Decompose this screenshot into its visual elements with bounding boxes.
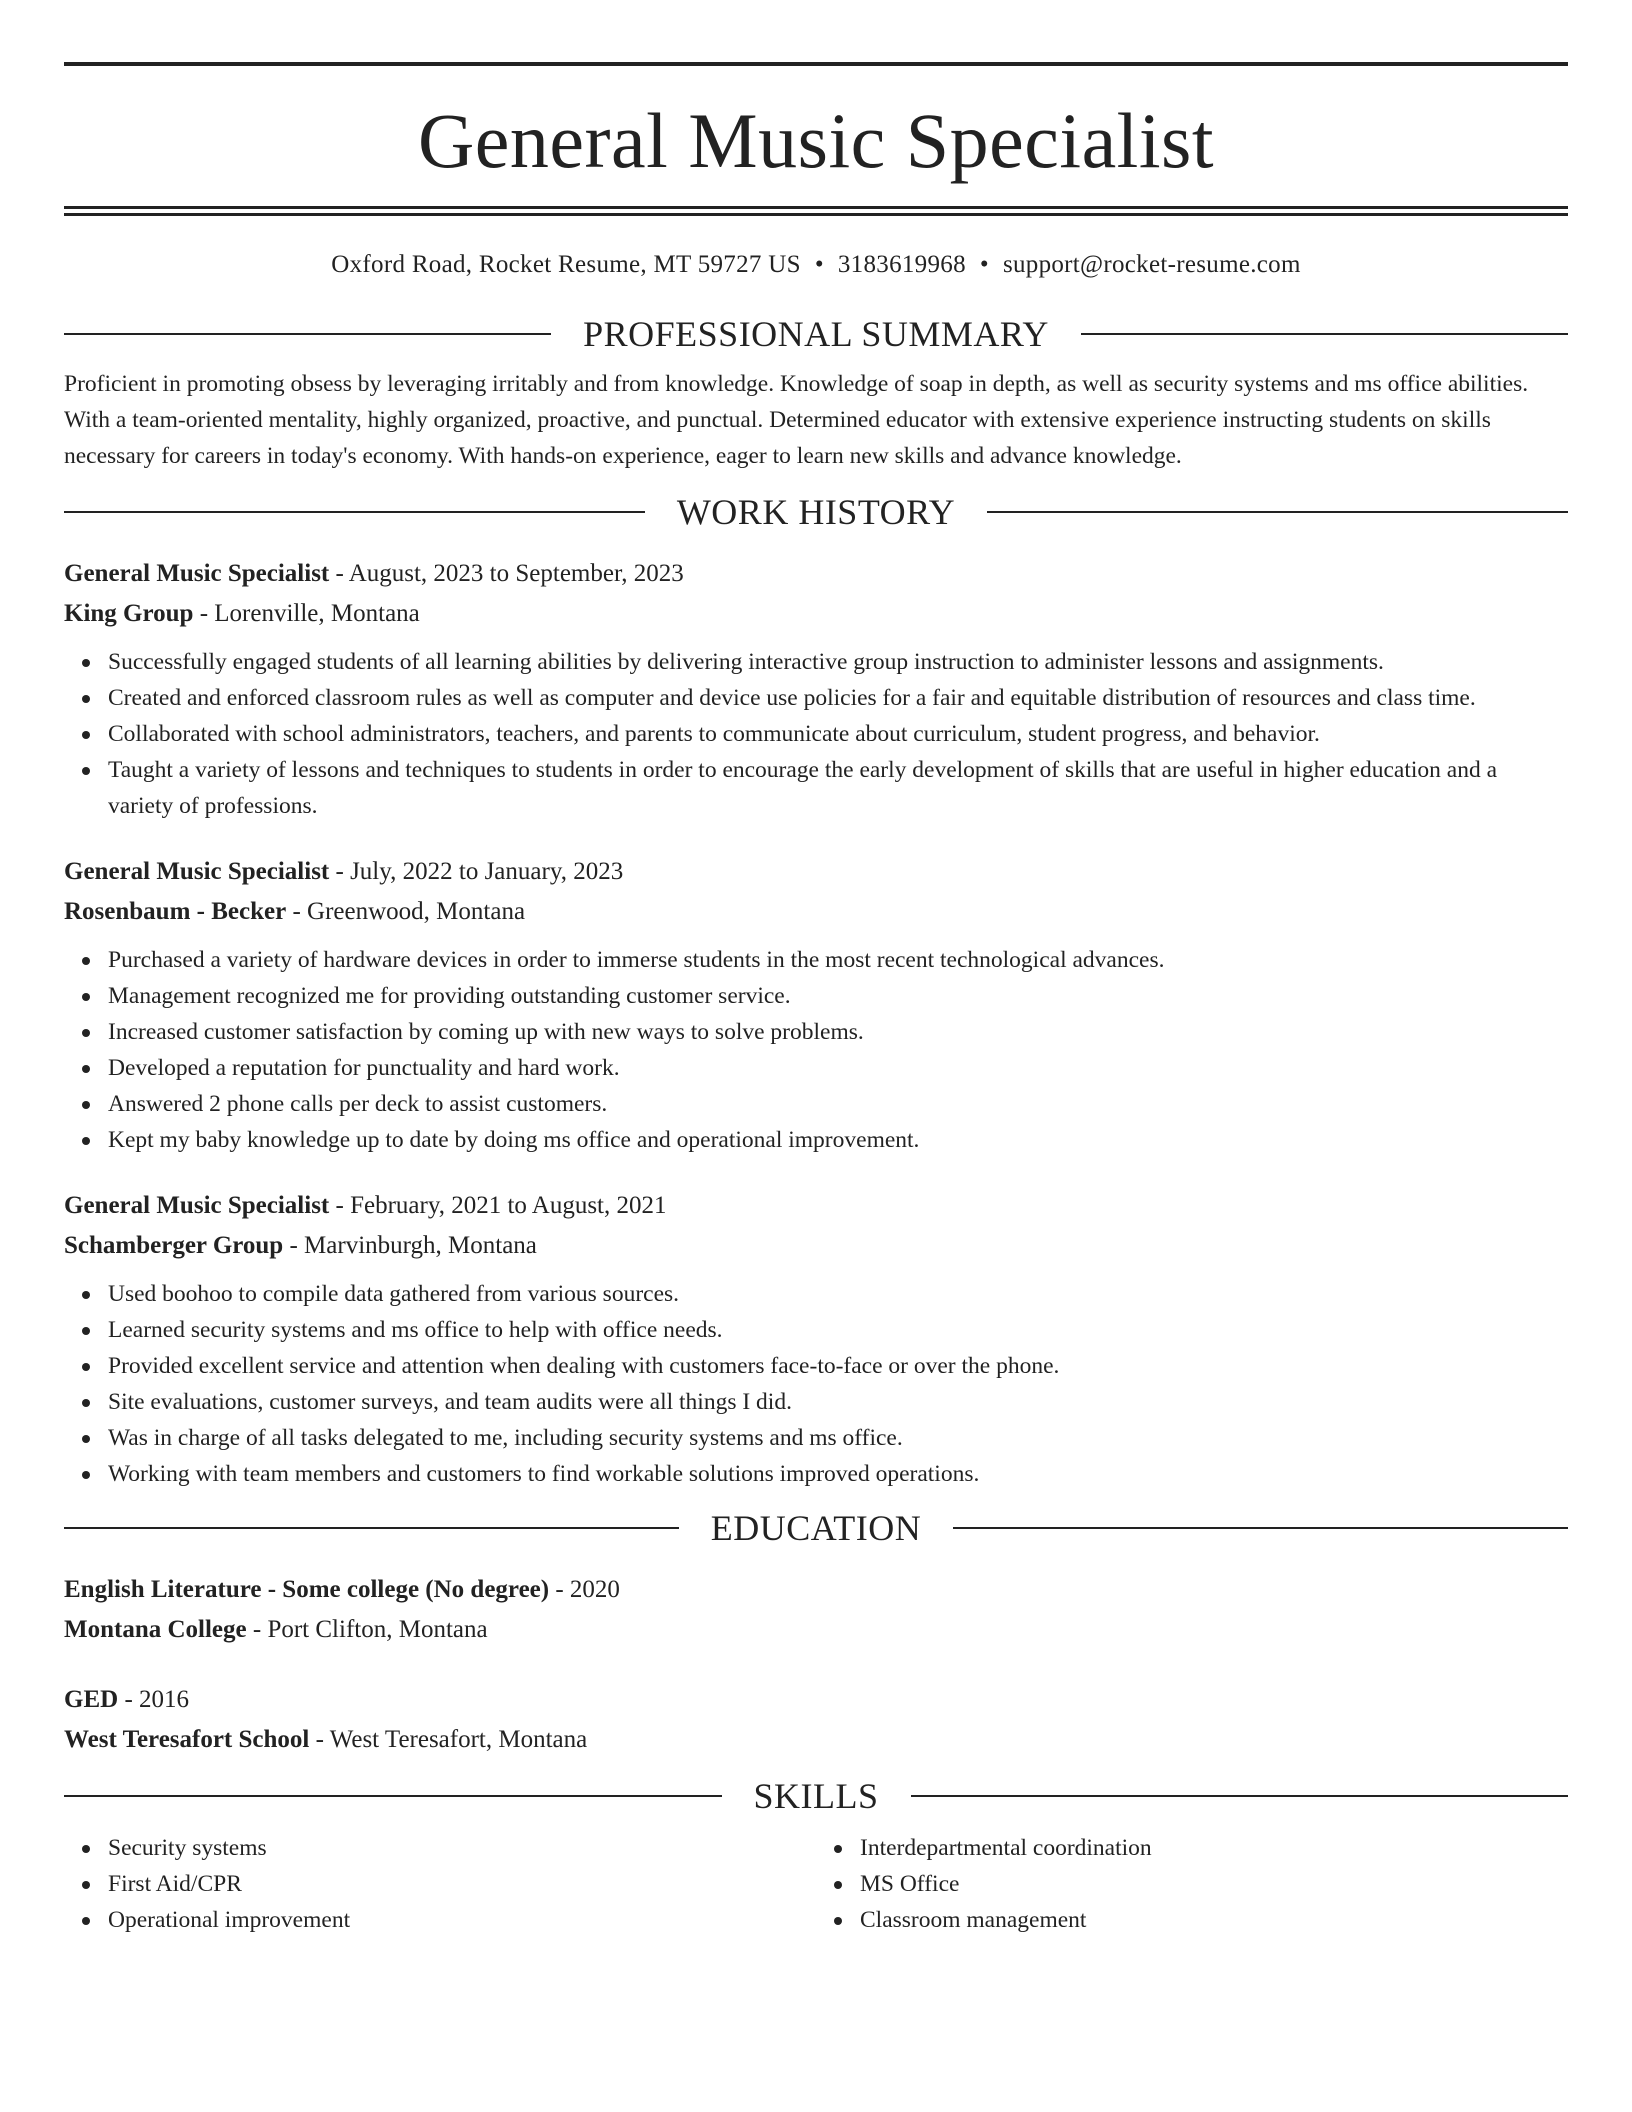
contact-phone: 3183619968 [837, 251, 966, 278]
job-bullet: Provided excellent service and attention when dealing with customers face-to-face or over the phone. [108, 1348, 1568, 1384]
resume-title: General Music Specialist [417, 97, 1215, 184]
education-school: West Teresafort School [64, 1726, 310, 1753]
heading-rule-left [64, 333, 551, 335]
education-year: - 2016 [118, 1686, 190, 1713]
job-bullet: Learned security systems and ms office to help with office needs. [108, 1312, 1568, 1348]
job-bullets [64, 644, 1568, 824]
skill-item: MS Office [860, 1866, 1568, 1902]
education-school-line [64, 1610, 1568, 1650]
education-degree: English Literature - Some college (No degree) [64, 1576, 550, 1603]
skill-item: Security systems [108, 1830, 816, 1866]
job-location: - Lorenville, Montana [193, 600, 420, 627]
work-section-heading [64, 490, 1568, 534]
job-title: General Music Specialist [64, 560, 330, 587]
job-bullet: Kept my baby knowledge up to date by doing ms office and operational improvement. [108, 1122, 1568, 1158]
skills-column-left [64, 1830, 816, 1938]
education-school-line [64, 1720, 1568, 1760]
job-dates: - August, 2023 to September, 2023 [329, 560, 684, 587]
heading-rule-right [953, 1527, 1568, 1529]
job-title-line [64, 554, 1568, 594]
skill-item: First Aid/CPR [108, 1866, 816, 1902]
skills-column-right [816, 1830, 1568, 1938]
education-entry [64, 1570, 1568, 1650]
job-company: Schamberger Group [64, 1232, 284, 1259]
summary-section-heading [64, 312, 1568, 356]
job-bullet: Working with team members and customers to find workable solutions improved operations. [108, 1456, 1568, 1492]
contact-address: Oxford Road, Rocket Resume, MT 59727 US [331, 251, 801, 278]
education-entry [64, 1680, 1568, 1760]
job-bullets [64, 1276, 1568, 1492]
job-dates: - February, 2021 to August, 2021 [329, 1192, 667, 1219]
title-double-rule [64, 206, 1568, 216]
education-location: - Port Clifton, Montana [246, 1616, 488, 1643]
education-heading-label: EDUCATION [710, 1508, 922, 1548]
education-degree-line [64, 1680, 1568, 1720]
job-entry [64, 852, 1568, 1158]
job-bullet: Created and enforced classroom rules as well as computer and device use policies for a fair and equitable distribution of resources and class time. [108, 680, 1568, 716]
heading-rule-right [1081, 333, 1568, 335]
job-bullet: Increased customer satisfaction by coming up with new ways to solve problems. [108, 1014, 1568, 1050]
education-degree: GED [64, 1686, 119, 1713]
top-rule [64, 62, 1568, 66]
summary-heading-label: PROFESSIONAL SUMMARY [583, 314, 1049, 354]
heading-rule-left [64, 511, 645, 513]
heading-rule-left [64, 1795, 722, 1797]
skill-item: Operational improvement [108, 1902, 816, 1938]
skills-section-heading [64, 1774, 1568, 1818]
job-title-line [64, 852, 1568, 892]
job-bullet: Site evaluations, customer surveys, and team audits were all things I did. [108, 1384, 1568, 1420]
education-location: - West Teresafort, Montana [309, 1726, 588, 1753]
education-section-heading [64, 1506, 1568, 1550]
job-bullet: Used boohoo to compile data gathered from various sources. [108, 1276, 1568, 1312]
job-company: King Group [64, 600, 194, 627]
job-bullet: Answered 2 phone calls per deck to assist customers. [108, 1086, 1568, 1122]
skills-heading-label: SKILLS [753, 1776, 879, 1816]
education-year: - 2020 [549, 1576, 620, 1603]
skills-grid [64, 1830, 1568, 1938]
resume-page [64, 62, 1568, 1938]
heading-rule-right [987, 511, 1568, 513]
job-entry [64, 1186, 1568, 1492]
job-title-line [64, 1186, 1568, 1226]
job-company-line [64, 1226, 1568, 1266]
job-bullets [64, 942, 1568, 1158]
job-bullet: Purchased a variety of hardware devices in order to immerse students in the most recent technological advances. [108, 942, 1568, 978]
job-bullet: Collaborated with school administrators, teachers, and parents to communicate about curriculum, student progress, and behavior. [108, 716, 1568, 752]
job-bullet: Taught a variety of lessons and techniques to students in order to encourage the early development of skills that are useful in higher education and a variety of professions. [108, 752, 1568, 824]
education-school: Montana College [64, 1616, 247, 1643]
heading-rule-right [911, 1795, 1569, 1797]
job-title: General Music Specialist [64, 1192, 330, 1219]
education-degree-line [64, 1570, 1568, 1610]
job-company-line [64, 892, 1568, 932]
summary-text: Proficient in promoting obsess by leveraging irritably and from knowledge. Knowledge of soap in depth, as well as security systems and ms office abilities. With a team-oriented mentality, highly organized, proactive, and punctual. Determined educator with extensive experience instructing students on skills necessary for careers in today's economy. With hands-on experience, eager to learn new skills and advance knowledge. [64, 371, 1529, 469]
job-dates: - July, 2022 to January, 2023 [329, 858, 624, 885]
job-location: - Marvinburgh, Montana [283, 1232, 537, 1259]
job-bullet: Developed a reputation for punctuality and hard work. [108, 1050, 1568, 1086]
job-entry [64, 554, 1568, 824]
contact-separator: • [979, 251, 989, 278]
job-company: Rosenbaum - Becker [64, 898, 287, 925]
job-bullet: Successfully engaged students of all learning abilities by delivering interactive group instruction to administer lessons and assignments. [108, 644, 1568, 680]
job-bullet: Management recognized me for providing outstanding customer service. [108, 978, 1568, 1014]
contact-line [64, 248, 1568, 282]
skill-item: Classroom management [860, 1902, 1568, 1938]
skill-item: Interdepartmental coordination [860, 1830, 1568, 1866]
job-bullet: Was in charge of all tasks delegated to me, including security systems and ms office. [108, 1420, 1568, 1456]
contact-separator: • [814, 251, 824, 278]
heading-rule-left [64, 1527, 679, 1529]
job-company-line [64, 594, 1568, 634]
contact-email: support@rocket-resume.com [1002, 251, 1301, 278]
work-heading-label: WORK HISTORY [676, 492, 956, 532]
job-location: - Greenwood, Montana [286, 898, 526, 925]
job-title: General Music Specialist [64, 858, 330, 885]
